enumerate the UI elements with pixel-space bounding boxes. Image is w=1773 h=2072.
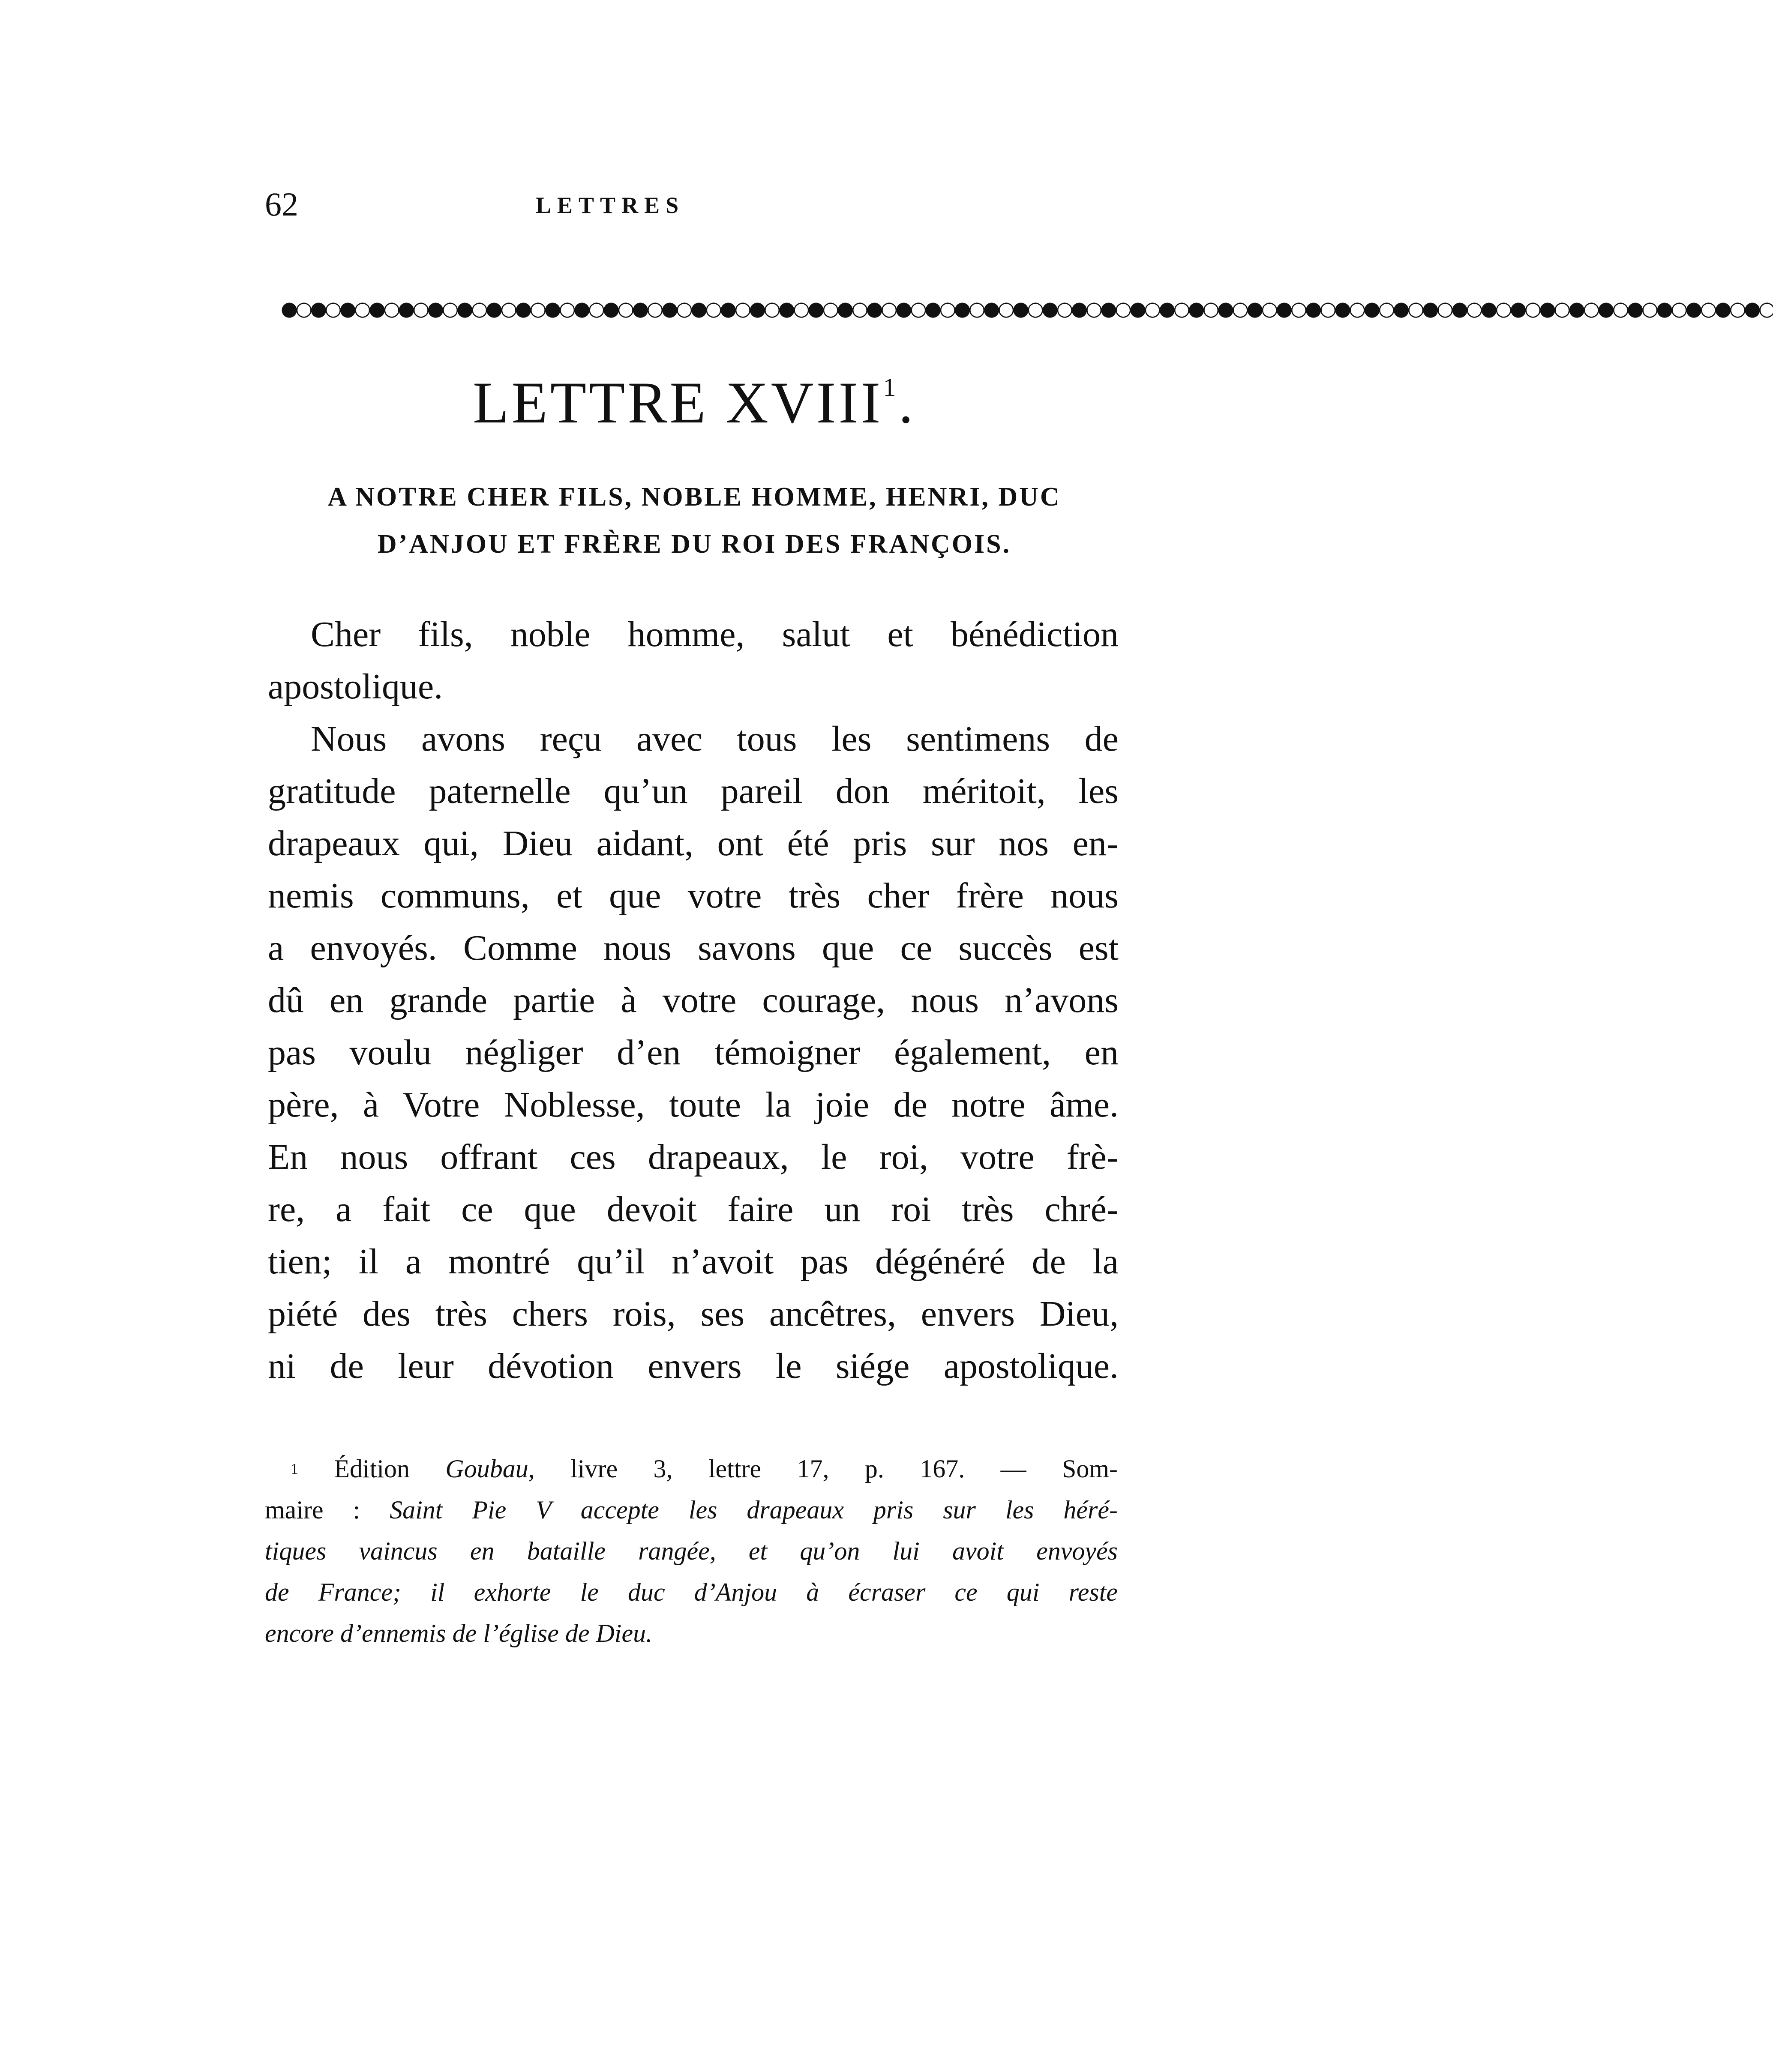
- footnote-author: Goubau: [445, 1455, 528, 1483]
- footnote-line: [265, 1572, 1118, 1613]
- body-line: a envoyés. Comme nous savons que ce succès est: [268, 928, 1119, 968]
- footnote-summary: encore d’ennemis de l’église de Dieu.: [265, 1619, 653, 1647]
- footnote-line: [265, 1613, 1118, 1654]
- body-line: drapeaux qui, Dieu aidant, ont été pris sur nos en-: [268, 823, 1119, 863]
- letter-title-text: LETTRE XVIII: [473, 370, 883, 435]
- footnote-text: , livre 3, lettre 17, p. 167. — Som-: [528, 1455, 1118, 1483]
- footnote-summary: Saint Pie V accepte les drapeaux pris sur les héré-: [390, 1496, 1118, 1524]
- footnote-line: [265, 1448, 1118, 1489]
- letter-body: [268, 608, 1119, 1392]
- body-line: nemis communs, et que votre très cher frère nous: [268, 876, 1119, 916]
- body-line: piété des très chers rois, ses ancêtres, envers Dieu,: [268, 1294, 1119, 1334]
- footnote-marker: 1: [291, 1460, 298, 1477]
- footnote-line: [265, 1489, 1118, 1530]
- footnote-text: Édition: [334, 1455, 446, 1483]
- address-line: A NOTRE CHER FILS, NOBLE HOMME, HENRI, DUC: [327, 482, 1061, 512]
- body-line: dû en grande partie à votre courage, nous n’avons: [268, 980, 1119, 1020]
- page-number: 62: [265, 186, 298, 223]
- footnote-line: [265, 1530, 1118, 1572]
- footnote-summary: de France; il exhorte le duc d’Anjou à écraser ce qui reste: [265, 1578, 1118, 1606]
- footnote: [265, 1448, 1118, 1654]
- body-line: apostolique.: [268, 667, 443, 707]
- letter-title: LETTRE XVIII$^1$.: [473, 370, 916, 435]
- footnote-reference: 1: [883, 373, 899, 401]
- ornamental-rule: ●○●○●○●○●○●○●○●○●○●○●○●○●○●○●○●○●○●○●○●○●○●○●○●○●○●○●○●○●○●○●○●○●○●○●○●○●○●○●○●○●○●○●○●○●○●○●○●○●○●○●○: [281, 297, 1773, 320]
- body-line: En nous offrant ces drapeaux, le roi, votre frè-: [268, 1137, 1119, 1177]
- body-line: tien; il a montré qu’il n’avoit pas dégénéré de la: [268, 1242, 1119, 1282]
- running-head: LETTRES: [536, 192, 685, 218]
- body-line: gratitude paternelle qu’un pareil don méritoit, les: [268, 771, 1119, 811]
- footnote-summary: tiques vaincus en bataille rangée, et qu’on lui avoit envoyés: [265, 1537, 1118, 1565]
- body-line: Cher fils, noble homme, salut et bénédiction: [311, 614, 1119, 654]
- address-line: D’ANJOU ET FRÈRE DU ROI DES FRANÇOIS.: [377, 530, 1011, 559]
- body-line: pas voulu négliger d’en témoigner également, en: [268, 1033, 1119, 1072]
- body-line: père, à Votre Noblesse, toute la joie de notre âme.: [268, 1085, 1119, 1125]
- footnote-text: maire :: [265, 1496, 390, 1524]
- letter-address: [274, 473, 1114, 568]
- body-line: ni de leur dévotion envers le siége apostolique.: [268, 1346, 1119, 1386]
- body-line: Nous avons reçu avec tous les sentimens de: [311, 719, 1119, 759]
- body-line: re, a fait ce que devoit faire un roi très chré-: [268, 1189, 1119, 1229]
